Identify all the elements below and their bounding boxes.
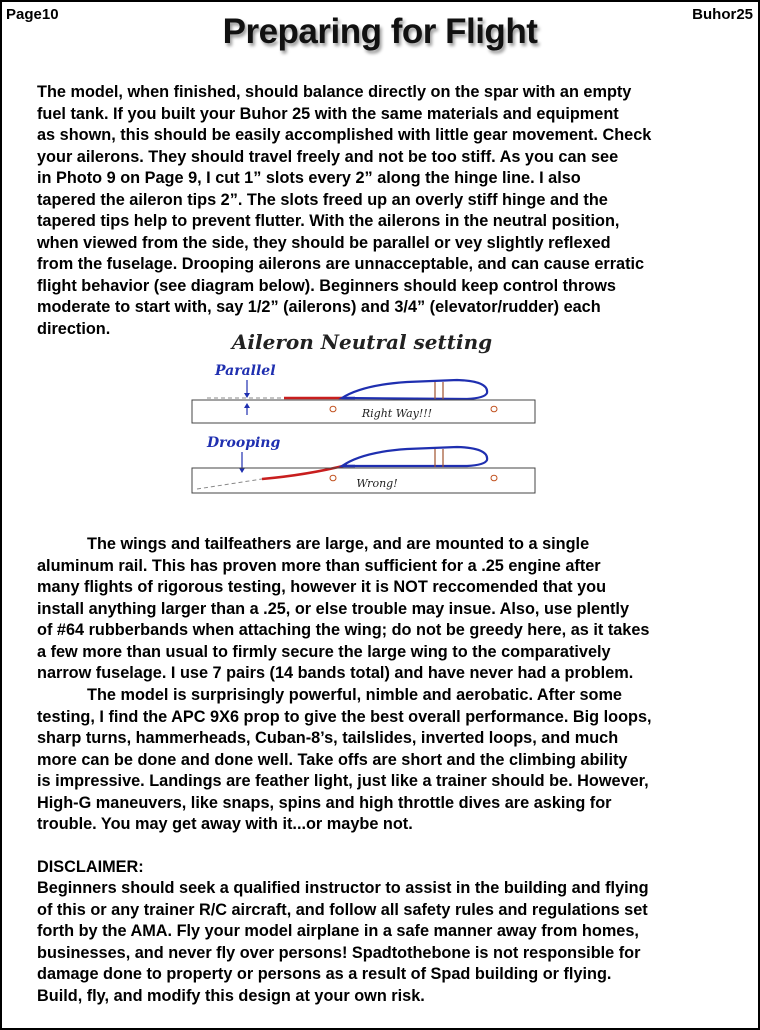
drooping-label: Drooping — [207, 435, 281, 451]
parallel-caption: Right Way!!! — [361, 407, 433, 420]
diagram-title: Aileron Neutral setting — [231, 330, 493, 354]
paragraph-performance-text: The model is surprisingly powerful, nimble and aerobatic. After some testing, I find the APC 9X6 prop to give the best overall performance. Big loops, sharp turns, hammerheads, Cuban-8’s, tailslides, inverted loops, and much more can be done and done well. Take offs are short and the climbing ability is impressive. Landings are feather light, just like a trainer should be. However, High-G maneuvers, like snaps, spins and high throttle dives are asking for trouble. You may get away with it...or maybe not. — [37, 686, 652, 833]
parallel-wing — [342, 380, 487, 399]
drooping-reference-line — [197, 479, 262, 489]
page-title: Preparing for Flight — [222, 12, 538, 51]
page-number: Page10 — [6, 6, 59, 23]
parallel-dowel-front — [330, 406, 336, 412]
paragraph-mounting — [37, 534, 737, 685]
parallel-arrowhead-up — [244, 403, 250, 408]
disclaimer-heading: DISCLAIMER: — [37, 858, 144, 876]
parallel-label: Parallel — [215, 363, 276, 379]
aileron-diagram — [187, 327, 542, 502]
parallel-dowel-rear — [491, 406, 497, 412]
drooping-dowel-front — [330, 475, 336, 481]
drooping-arrowhead — [239, 468, 245, 473]
parallel-arrowhead-down — [244, 393, 250, 398]
paragraph-performance — [37, 685, 737, 836]
drooping-aileron — [262, 465, 347, 479]
drooping-dowel-rear — [491, 475, 497, 481]
model-name: Buhor25 — [692, 6, 753, 23]
drooping-caption: Wrong! — [356, 477, 398, 490]
drooping-wing — [342, 447, 487, 466]
disclaimer-text: Beginners should seek a qualified instructor to assist in the building and flying of this or any trainer R/C aircraft, and follow all safety rules and regulations set forth by the AMA. Fly your model airplane in a safe manner away from homes, businesses, and never fly over persons! Spadtothebone is not responsible for damage done to property or persons as a result of Spad building or flying. Build, fly, and modify this design at your own risk. — [37, 879, 649, 1005]
paragraph-balance: The model, when finished, should balance directly on the spar with an empty fuel tank. If you built your Buhor 25 with the same materials and equipment as shown, this should be easily accomplished with little gear movement. Check your ailerons. They should travel freely and not be too stiff. As you can see in Photo 9 on Page 9, I cut 1” slots every 2” along the hinge line. I also tapered the aileron tips 2”. The slots freed up an overly stiff hinge and the tapered tips help to prevent flutter. With the ailerons in the neutral position, when viewed from the side, they should be parallel or vey slightly reflexed from the fuselage. Drooping ailerons are unnacceptable, and can cause erratic flight behavior (see diagram below). Beginners should keep control throws moderate to start with, say 1/2” (ailerons) and 3/4” (elevator/rudder) each direction. — [37, 83, 652, 338]
paragraph-mounting-text: The wings and tailfeathers are large, and are mounted to a single aluminum rail. This has proven more than sufficient for a .25 engine after many flights of rigorous testing, however it is NOT reccomended that you install anything larger than a .25, or else trouble may insue. Also, use plently of #64 rubberbands when attaching the wing; do not be greedy here, as it takes a few more than usual to firmly secure the large wing to the comparatively narrow fuselage. I use 7 pairs (14 bands total) and have never had a problem. — [37, 535, 650, 682]
